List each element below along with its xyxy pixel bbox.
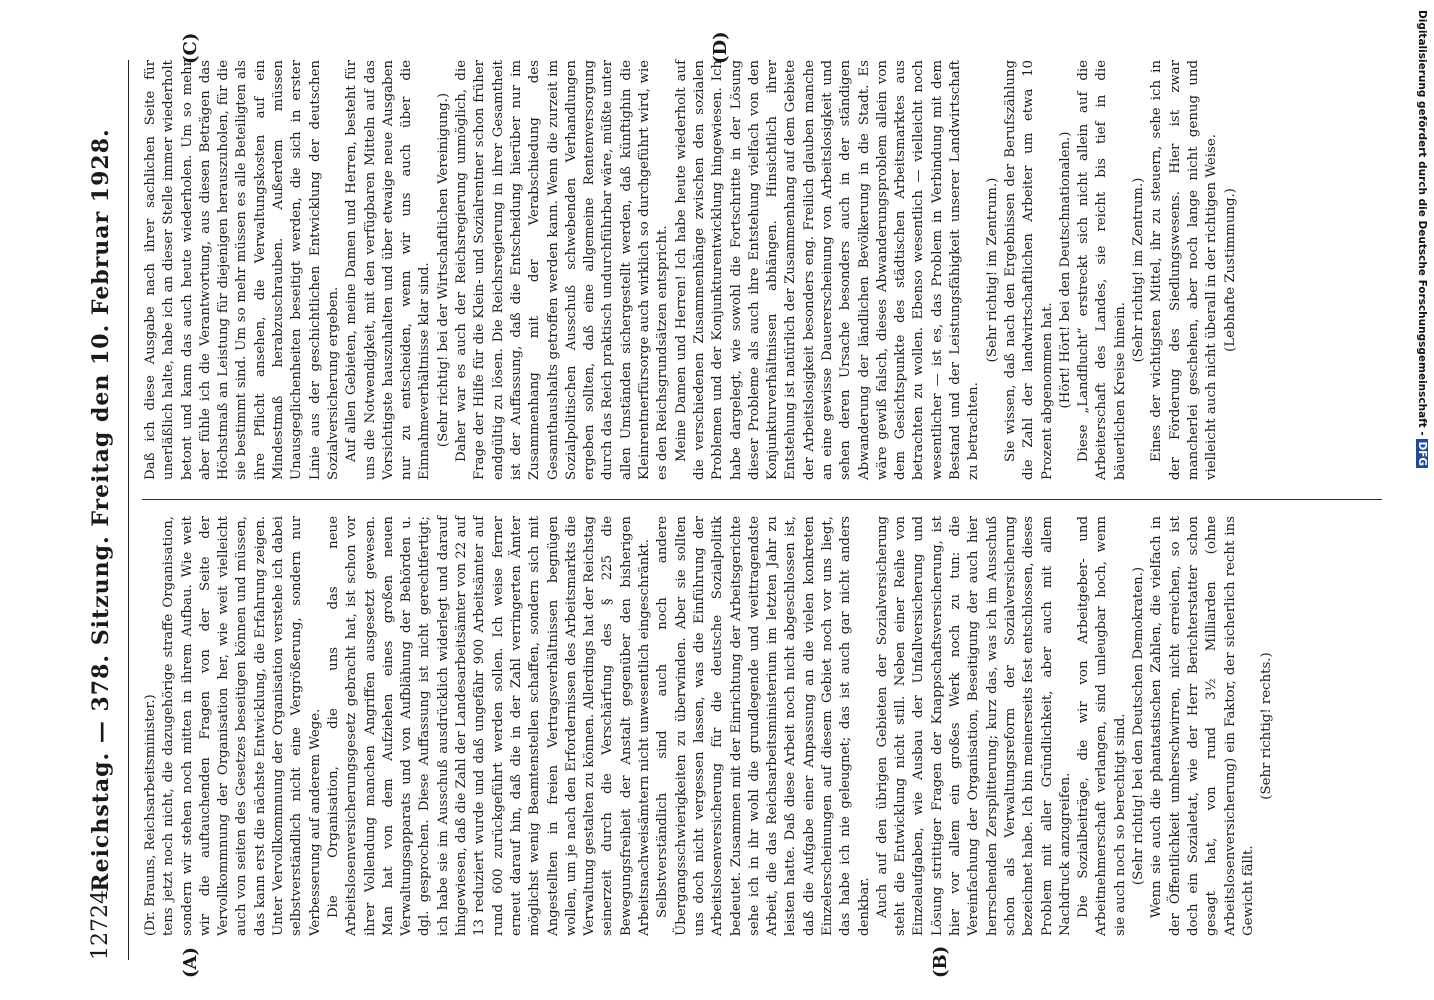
paragraph: Die Sozialbeiträge, die wir von Arbeitgeber- und Arbeitnehmerschaft verlangen, sind unleugbar hoch, wenn sie auch noch so berechtigt sind.	[1076, 516, 1128, 936]
right-column	[142, 60, 1240, 480]
paragraph: Daher war es auch der Reichsregierung unmöglich, die Frage der Hilfe für die Klein- und Sozialrentner schon früher endgültig zu lösen. Die Reichsregierung in ihrer Gesamtheit ist der Auffassung, daß die Entscheidung hierüber nur im Zusammenhang mit der Verabschiedung des Gesamthaushalts getroffen werden kann. Wenn die zurzeit im Sozialpolitischen Ausschuß schwebenden Verhandlungen ergeben sollten, daß eine allgemeine Rentenversorgung durch das Reich praktisch undurchführbar wäre, müßte unter allen Umständen sichergestellt werden, daß künftighin die Kleinrentnerfürsorge auch wirklich so durchgeführt wird, wie es den Reichsgrundsätzen entspricht.	[454, 60, 671, 480]
interjection: (Lebhafte Zustimmung.)	[1222, 188, 1238, 352]
margin-marker-c: (C)	[180, 32, 201, 64]
paragraph: Sie wissen, daß nach den Ergebnissen der Berufszählung die Zahl der landwirtschaftlichen Arbeiter um etwa 10 Prozent abgenommen hat.	[1002, 60, 1055, 480]
margin-marker-d: (D)	[710, 31, 731, 64]
paragraph: Auch auf den übrigen Gebieten der Sozialversicherung steht die Entwicklung nicht still. Neben einer Reihe von Einzelaufgaben, wie Ausbau der Unfallversicherung und Lösung strittiger Fragen der Knappschaftsversicherung, ist hier vor allem ein großes Werk noch zu tun: die Vereinfachung der Organisation, Beseitigung der auch hier herrschenden Zersplitterung; kurz das, was ich im Ausschuß schon als Verwaltungsreform der Sozialversicherung bezeichnet habe. Ich bin meinerseits fest entschlossen, dieses Problem mit aller Gründlichkeit, aber auch mit allem Nachdruck anzugreifen.	[874, 516, 1073, 936]
interjection: (Sehr richtig! im Zentrum.)	[1131, 177, 1147, 363]
paragraph: Daß ich diese Ausgabe nach ihrer sachlichen Seite für unerläßlich halte, habe ich an dieser Stelle immer wiederholt betont und kann das auch heute wiederholen. Um so mehr aber fühle ich die Verantwortung, aus diesen Beträgen das Höchstmaß an Leistung für diejenigen herauszuholen, für die sie bestimmt sind. Um so mehr müssen es alle Beteiligten als ihre Pflicht ansehen, die Verwaltungskosten auf ein Mindestmaß herabzuschrauben. Außerdem müssen Unausgeglichenheiten beseitigt werden, die sich in erster Linie aus der geschichtlichen Entwicklung der deutschen Sozialversicherung ergeben.	[143, 60, 341, 480]
interjection: (Sehr richtig! im Zentrum.)	[984, 177, 1000, 363]
page-number: 12724	[88, 890, 113, 960]
left-column	[142, 516, 1276, 936]
dfg-logo: DFG	[1416, 441, 1428, 466]
document-page	[70, 0, 1410, 1000]
paragraph: Selbstverständlich sind auch noch andere Übergangsschwierigkeiten zu überwinden. Aber sie sollten uns doch nicht vergessen lassen, was die Einführung der Arbeitslosenversicherung für die deutsche Sozialpolitik bedeutet. Zusammen mit der Einrichtung der Arbeitsgerichte sehe ich in ihr wohl die grundlegende und weittragendste Arbeit, die das Reichsarbeitsministerium im letzten Jahr zu leisten hatte. Daß diese Arbeit noch nicht abgeschlossen ist, daß die Aufgabe einer Anpassung an die vielen konkreten Einzelerscheinungen auf diesem Gebiet noch vor uns liegt, das habe ich nie geleugnet; das ist auch gar nicht anders denkbar.	[655, 516, 872, 936]
column-divider	[142, 499, 1382, 500]
paragraph: Auf allen Gebieten, meine Damen und Herren, besteht für uns die Notwendigkeit, mit den verfügbaren Mitteln auf das Vorsichtigste hauszuhalten und über etwaige neue Ausgaben nur zu entscheiden, wenn wir uns auch über die Einnahmeverhältnisse klar sind.	[344, 60, 433, 480]
interjection: (Hört! Hört! bei den Deutschnationalen.)	[1057, 131, 1073, 409]
page-header	[88, 60, 128, 960]
digitization-credit	[1414, 10, 1428, 990]
header-rule	[128, 60, 129, 960]
paragraph: Wenn sie auch die phantastischen Zahlen, die vielfach in der Öffentlichkeit umherschwirren, nicht erreichen, so ist doch ein Sozialetat, wie der Herr Berichterstatter schon gesagt hat, von rund 3½ Milliarden (ohne Arbeitslosenversicherung) ein Faktor, der sicherlich recht ins Gewicht fällt.	[1149, 516, 1256, 936]
margin-marker-b: (B)	[930, 945, 951, 978]
interjection: (Sehr richtig! bei der Wirtschaftlichen Vereinigung.)	[435, 92, 451, 448]
paragraph: Die Organisation, die uns das neue Arbeitslosenversicherungsgesetz gebracht hat, ist schon vor ihrer Vollendung manchen Angriffen ausgesetzt gewesen. Man hat von dem Aufziehen eines großen neuen Verwaltungsapparats und von Aufblähung der Behörden u. dgl. gesprochen. Diese Auffassung ist nicht gerechtfertigt; ich habe sie im Ausschuß ausdrücklich widerlegt und darauf hingewiesen, daß die Zahl der Landesarbeitsämter von 22 auf 13 reduziert wurde und daß ungefähr 900 Arbeitsämter auf rund 600 zurückgeführt werden sollen. Ich weise ferner erneut darauf hin, daß die in der Zahl verringerten Ämter möglichst wenig Beamtenstellen schaffen, sondern sich mit Angestellten in freien Vertragsverhältnissen begnügen wollen, um je nach den Erfordernissen des Arbeitsmarkts die Verwaltung gestalten zu können. Allerdings hat der Reichstag seinerzeit durch die Verschärfung des § 225 die Bewegungsfreiheit der Anstalt gegenüber den bisherigen Arbeitsnachweisämtern nicht unwesentlich eingeschränkt.	[325, 516, 653, 936]
page-title: Reichstag. — 378. Sitzung. Freitag den 10. Februar 1928.	[88, 128, 114, 892]
paragraph: Meine Damen und Herren! Ich habe heute wiederholt auf die verschiedenen Zusammenhänge zwischen den sozialen Problemen und der Konjunkturentwicklung hingewiesen. Ich habe dargelegt, wie sowohl die Fortschritte in der Lösung dieser Probleme als auch ihre Entstehung vielfach von den Konjunkturverhältnissen abhängen. Hinsichtlich ihrer Entstehung ist natürlich der Zusammenhang auf dem Gebiete der Arbeitslosigkeit besonders eng. Freilich glauben manche an eine gewisse Dauererscheinung von Arbeitslosigkeit und sehen deren Ursache besonders auch in der ständigen Abwanderung der ländlichen Bevölkerung in die Stadt. Es wäre gewiß falsch, dieses Abwanderungsproblem allein von dem Gesichtspunkte des städtischen Arbeitsmarktes aus betrachten zu wollen. Ebenso wesentlich — vielleicht noch wesentlicher — ist es, das Problem in Verbindung mit dem Bestand und der Leistungsfähigkeit unserer Landwirtschaft zu betrachten.	[673, 60, 982, 480]
paragraph: tens jetzt noch nicht, die dazugehörige straffe Organisation, sondern wir stehen noch mitten in ihrem Aufbau. Wie weit wir die auftauchenden Fragen von der Seite der Vervollkommnung der Organisation her, wie weit vielleicht auch von seiten des Gesetzes beseitigen können und müssen, das kann erst die nächste Entwicklung, die Erfahrung zeigen. Unter Vervollkommnung der Organisation verstehe ich dabei selbstverständlich nicht eine Vergrößerung, sondern nur Verbesserung auf anderem Wege.	[161, 516, 323, 936]
paragraph: Diese „Landflucht“ erstreckt sich nicht allein auf die Arbeiterschaft des Landes, sie reicht bis tief in die bäuerlichen Kreise hinein.	[1076, 60, 1128, 480]
interjection: (Sehr richtig! rechts.)	[1259, 652, 1275, 800]
paragraph: Eines der wichtigsten Mittel, ihr zu steuern, sehe ich in der Förderung des Siedlungswesens. Hier ist zwar mancherlei geschehen, aber noch lange nicht genug und vielleicht auch nicht überall in der richtigen Weise.	[1149, 60, 1220, 480]
margin-marker-a: (A)	[180, 947, 201, 978]
interjection: (Sehr richtig! bei den Deutschen Demokraten.)	[1131, 566, 1147, 886]
paragraph: (Dr. Brauns, Reichsarbeitsminister.)	[143, 694, 158, 936]
credit-text: Digitalisierung gefördert durch die Deutsche Forschungsgemeinschaft -	[1416, 10, 1428, 440]
